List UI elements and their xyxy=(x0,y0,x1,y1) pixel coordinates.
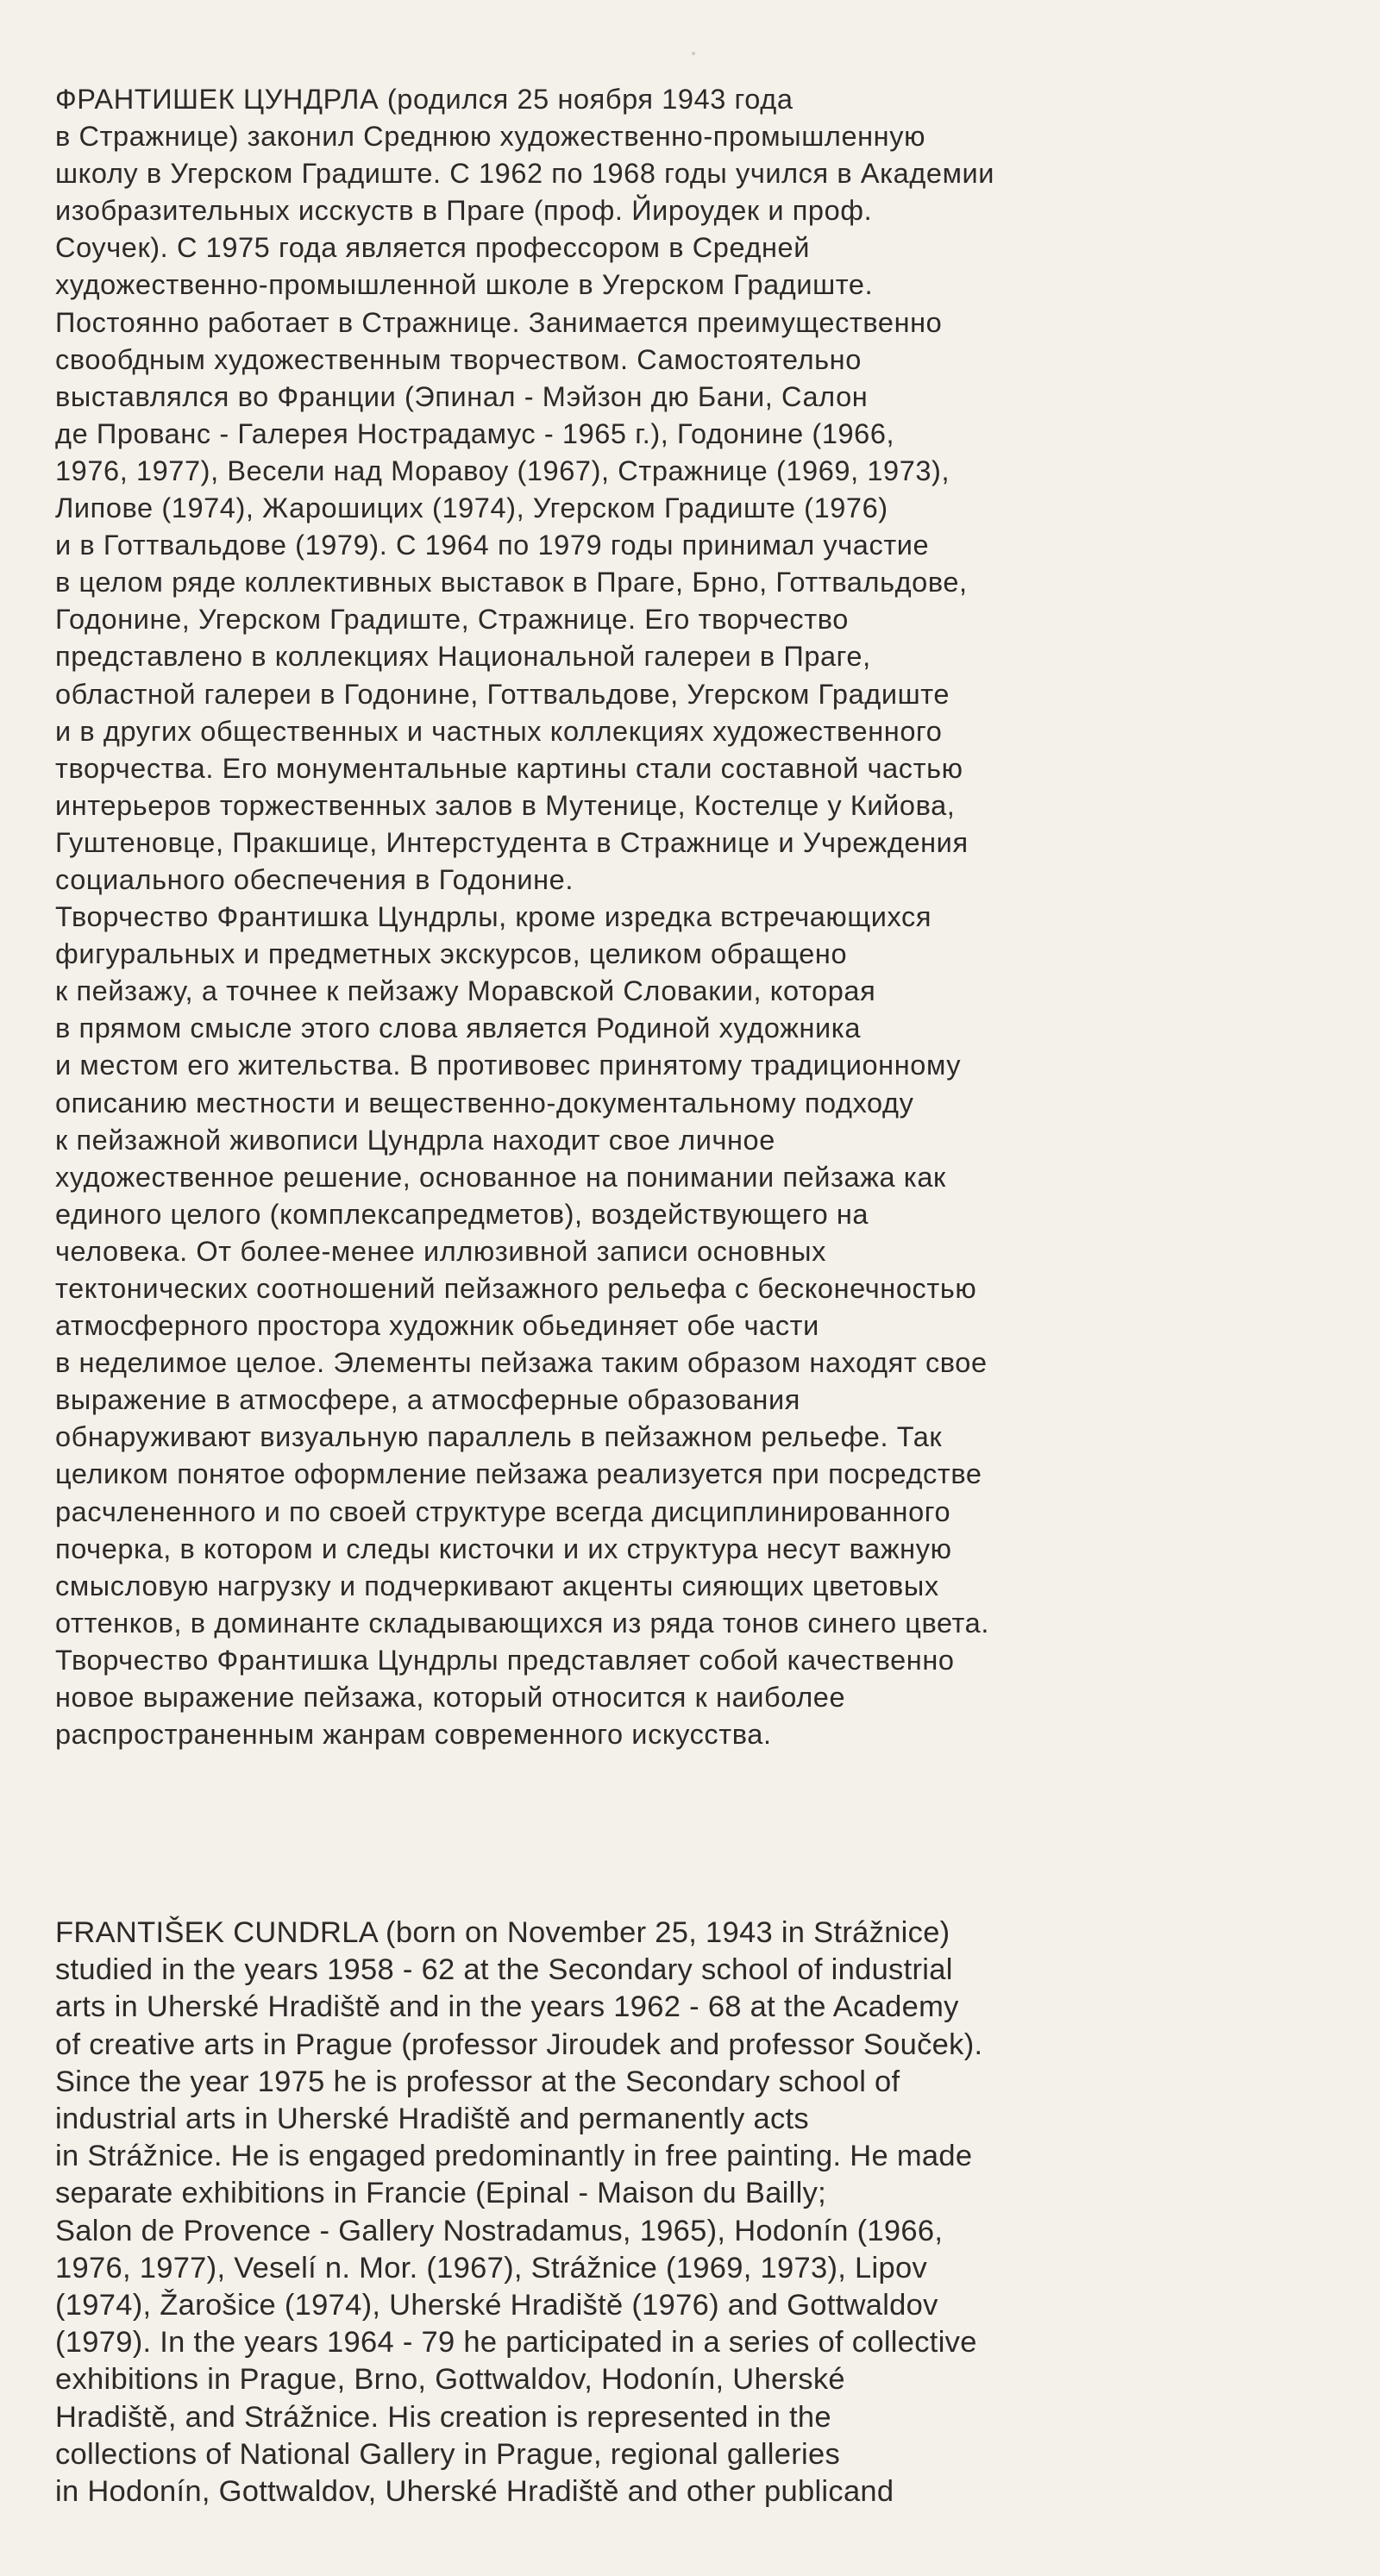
ru-line: выставлялся во Франции (Эпинал - Мэйзон дю Бани, Салон xyxy=(55,380,869,412)
ru-line: областной галереи в Годонине, Готтвальдове, Угерском Градиште xyxy=(55,678,950,710)
ru-line: смысловую нагрузку и подчеркивают акценты сияющих цветовых xyxy=(55,1570,939,1601)
ru-line: к пейзажу, а точнее к пейзажу Моравской Словакии, которая xyxy=(55,975,876,1007)
ru-line: расчлененного и по своей структуре всегда дисциплинированного xyxy=(55,1495,951,1527)
ru-line: Липове (1974), Жарошицих (1974), Угерском Градиште (1976) xyxy=(55,492,888,524)
ru-line: де Прованс - Галерея Нострадамус - 1965 г.), Годонине (1966, xyxy=(55,417,895,449)
ru-line: в целом ряде коллективных выставок в Праге, Брно, Готтвальдове, xyxy=(55,567,968,599)
ru-line: Соучек). С 1975 года является профессором в Средней xyxy=(55,232,810,264)
english-biography xyxy=(55,1915,1349,2510)
ru-line: 1976, 1977), Весели над Моравоу (1967), Стражнице (1969, 1973), xyxy=(55,454,950,486)
ru-line: в Стражнице) законил Среднюю художественно-промышленную xyxy=(55,121,926,153)
ru-line: распространенным жанрам современного искусства. xyxy=(55,1719,772,1751)
en-line: Hradiště, and Strážnice. His creation is represented in the xyxy=(55,2400,831,2434)
ru-line: Творчество Франтишка Цундрлы, кроме изредка встречающихся xyxy=(55,901,932,933)
ru-line: единого целого (комплексапредметов), воздействующего на xyxy=(55,1198,869,1230)
ru-line: целиком понятое оформление пейзажа реализуется при посредстве xyxy=(55,1458,982,1490)
en-line: Salon de Provence - Gallery Nostradamus, 1965), Hodonín (1966, xyxy=(55,2214,944,2247)
en-line: in Hodonín, Gottwaldov, Uherské Hradiště and other publicand xyxy=(55,2475,894,2509)
en-line: Since the year 1975 he is professor at the Secondary school of xyxy=(55,2065,900,2098)
ru-line: представлено в коллекциях Национальной галереи в Праге, xyxy=(55,641,871,673)
ru-line: и в Готтвальдове (1979). С 1964 по 1979 годы принимал участие xyxy=(55,530,930,561)
ru-line: художественное решение, основанное на понимании пейзажа как xyxy=(55,1161,946,1193)
ru-line: творчества. Его монументальные картины стали составной частью xyxy=(55,752,963,784)
paper-speck xyxy=(692,52,695,55)
ru-line: интерьеров торжественных залов в Мутенице, Костелце у Кийова, xyxy=(55,789,956,821)
ru-line: описанию местности и вещественно-документальному подходу xyxy=(55,1087,914,1119)
ru-line: свообдным художественным творчеством. Самостоятельно xyxy=(55,343,862,375)
en-line: (1974), Žarošice (1974), Uherské Hradiště (1976) and Gottwaldov xyxy=(55,2289,938,2322)
ru-line: Творчество Франтишка Цундрлы представляет собой качественно xyxy=(55,1644,955,1676)
russian-biography xyxy=(55,81,1349,1753)
ru-line: тектонических соотношений пейзажного рельефа с бесконечностью xyxy=(55,1273,977,1304)
en-line: of creative arts in Prague (professor Jiroudek and professor Souček). xyxy=(55,2028,983,2061)
en-line: FRANTIŠEK CUNDRLA (born on November 25, 1943 in Strážnice) xyxy=(55,1916,950,1949)
ru-line: к пейзажной живописи Цундрла находит свое личное xyxy=(55,1124,775,1156)
en-line: arts in Uherské Hradiště and in the years 1962 - 68 at the Academy xyxy=(55,1990,959,2024)
en-line: studied in the years 1958 - 62 at the Secondary school of industrial xyxy=(55,1953,953,1987)
ru-line: фигуральных и предметных экскурсов, целиком обращено xyxy=(55,938,848,970)
ru-line: в прямом смысле этого слова является Родиной художника xyxy=(55,1012,861,1044)
ru-line: оттенков, в доминанте складывающихся из ряда тонов синего цвета. xyxy=(55,1607,989,1639)
ru-line: Гуштеновце, Пракшице, Интерстудента в Стражнице и Учреждения xyxy=(55,826,969,858)
en-line: separate exhibitions in Francie (Epinal - Maison du Bailly; xyxy=(55,2177,827,2210)
ru-line: социального обеспечения в Годонине. xyxy=(55,863,574,895)
en-line: (1979). In the years 1964 - 79 he participated in a series of collective xyxy=(55,2326,977,2360)
ru-line: обнаруживают визуальную параллель в пейзажном рельефе. Так xyxy=(55,1421,943,1453)
ru-line: в неделимое целое. Элементы пейзажа таким образом находят свое xyxy=(55,1347,988,1379)
ru-line: Годонине, Угерском Градиште, Стражнице. Его творчество xyxy=(55,604,849,636)
en-line: 1976, 1977), Veselí n. Mor. (1967), Strážnice (1969, 1973), Lipov xyxy=(55,2251,928,2285)
ru-line: изобразительных исскуств в Праге (проф. Йироудек и проф. xyxy=(55,195,873,227)
ru-line: атмосферного простора художник обьединяет обе части xyxy=(55,1310,819,1342)
ru-line: выражение в атмосфере, а атмосферные образования xyxy=(55,1384,800,1416)
en-line: in Strážnice. He is engaged predominantly in free painting. He made xyxy=(55,2140,973,2173)
en-line: collections of National Gallery in Prague, regional galleries xyxy=(55,2437,841,2471)
ru-line: почерка, в котором и следы кисточки и их структура несут важную xyxy=(55,1532,952,1564)
ru-line: и в других общественных и частных коллекциях художественного xyxy=(55,715,943,747)
ru-line: и местом его жительства. В противовес принятому традиционному xyxy=(55,1050,962,1081)
ru-line: человека. От более-менее иллюзивной записи основных xyxy=(55,1235,826,1267)
en-line: exhibitions in Prague, Brno, Gottwaldov, Hodonín, Uherské xyxy=(55,2363,845,2397)
ru-line: Постоянно работает в Стражнице. Занимается преимущественно xyxy=(55,306,943,338)
ru-line: школу в Угерском Градиште. С 1962 по 1968 годы учился в Академии xyxy=(55,158,995,190)
ru-line: новое выражение пейзажа, который относится к наиболее xyxy=(55,1682,846,1714)
ru-line: художественно-промышленной школе в Угерском Градиште. xyxy=(55,269,874,301)
ru-line: ФРАНТИШЕК ЦУНДРЛА (родился 25 ноября 1943 года xyxy=(55,84,794,115)
en-line: industrial arts in Uherské Hradiště and permanently acts xyxy=(55,2103,809,2136)
